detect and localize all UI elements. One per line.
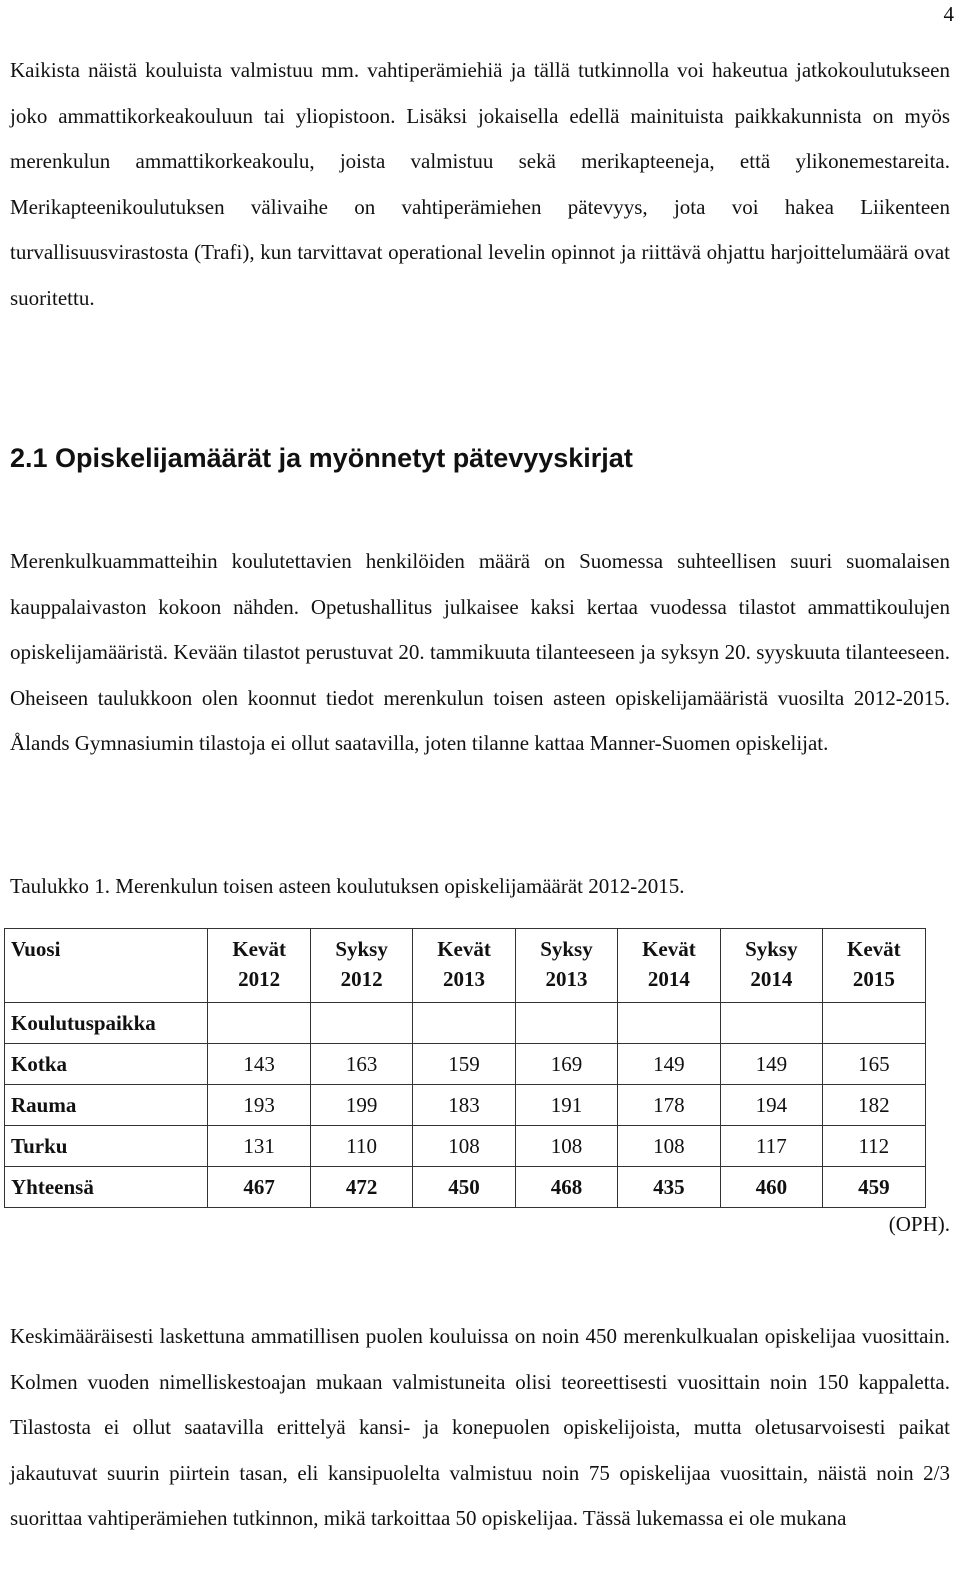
table-cell: 108 (516, 1126, 618, 1167)
table-cell: 199 (311, 1085, 413, 1126)
place-label: Koulutuspaikka (5, 1003, 208, 1044)
column-header: Kevät 2014 (617, 929, 720, 1003)
table-cell: 178 (617, 1085, 720, 1126)
table-cell: 131 (208, 1126, 311, 1167)
table-cell: 149 (721, 1044, 823, 1085)
table-total-row (5, 1167, 926, 1208)
table-cell: 112 (822, 1126, 925, 1167)
column-header: Syksy 2014 (721, 929, 823, 1003)
table-cell: 472 (311, 1167, 413, 1208)
table-cell: 460 (721, 1167, 823, 1208)
table-cell: 459 (822, 1167, 925, 1208)
table-cell: 169 (516, 1044, 618, 1085)
row-label: Turku (5, 1126, 208, 1167)
column-header: Syksy 2012 (311, 929, 413, 1003)
table-cell: 435 (617, 1167, 720, 1208)
table-cell: 468 (516, 1167, 618, 1208)
table-subheader-row (5, 1003, 926, 1044)
table-cell: 110 (311, 1126, 413, 1167)
body-paragraph-1: Kaikista näistä kouluista valmistuu mm. vahtiperämiehiä ja tällä tutkinnolla voi hakeutua jatkokoulutukseen joko ammattikorkeakouluun tai yliopistoon. Lisäksi jokaisella edellä mainituista paikkakunnista on myös merenkulun ammattikorkeakoulu, joista valmistuu sekä merikapteeneja, että ylikonemestareita. Merikapteenikoulutuksen välivaihe on vahtiperämiehen pätevyys, jota voi hakea Liikenteen turvallisuusvirastosta (Trafi), kun tarvittavat operational levelin opinnot ja riittävä ohjattu harjoittelumäärä ovat suoritettu. (10, 58, 950, 310)
table-header-row (5, 929, 926, 1003)
row-label: Kotka (5, 1044, 208, 1085)
body-paragraph-3: Keskimääräisesti laskettuna ammatillisen puolen kouluissa on noin 450 merenkulkualan opiskelijaa vuosittain. Kolmen vuoden nimelliskestoajan mukaan valmistuneita olisi teoreettisesti vuosittain noin 150 kappaletta. Tilastosta ei ollut saatavilla erittelyä kansi- ja konepuolen opiskelijoista, mutta oletusarvoisesti paikat jakautuvat suurin piirtein tasan, eli kansipuolelta valmistuu noin 75 opiskelijaa vuosittain, näistä noin 2/3 suorittaa vahtiperämiehen tutkinnon, mikä tarkoittaa 50 opiskelijaa. Tässä lukemassa ei ole mukana (10, 1324, 950, 1530)
page-number: 4 (943, 2, 954, 26)
section-heading: 2.1 Opiskelijamäärät ja myönnetyt pätevyyskirjat (10, 443, 633, 473)
table-cell: 182 (822, 1085, 925, 1126)
table-row (5, 1085, 926, 1126)
table-cell: 117 (721, 1126, 823, 1167)
row-label: Yhteensä (5, 1167, 208, 1208)
table-cell: 467 (208, 1167, 311, 1208)
table-cell: 159 (412, 1044, 515, 1085)
table-source: (OPH). (888, 1212, 950, 1236)
student-count-table (4, 928, 926, 1208)
table-cell: 108 (617, 1126, 720, 1167)
table-cell: 191 (516, 1085, 618, 1126)
table-row (5, 1044, 926, 1085)
table-cell: 193 (208, 1085, 311, 1126)
table-cell: 149 (617, 1044, 720, 1085)
table-cell: 194 (721, 1085, 823, 1126)
body-paragraph-2: Merenkulkuammatteihin koulutettavien henkilöiden määrä on Suomessa suhteellisen suuri suomalaisen kauppalaivaston kokoon nähden. Opetushallitus julkaisee kaksi kertaa vuodessa tilastot ammattikoulujen opiskelijamääristä. Kevään tilastot perustuvat 20. tammikuuta tilanteeseen ja syksyn 20. syyskuuta tilanteeseen. Oheiseen taulukkoon olen koonnut tiedot merenkulun toisen asteen opiskelijamääristä vuosilta 2012-2015. Ålands Gymnasiumin tilastoja ei ollut saatavilla, joten tilanne kattaa Manner-Suomen opiskelijat. (10, 549, 950, 755)
column-header: Kevät 2013 (412, 929, 515, 1003)
table-cell: 108 (412, 1126, 515, 1167)
column-header: Syksy 2013 (516, 929, 618, 1003)
corner-label: Vuosi (5, 929, 208, 1003)
row-label: Rauma (5, 1085, 208, 1126)
table-cell: 450 (412, 1167, 515, 1208)
table-caption: Taulukko 1. Merenkulun toisen asteen koulutuksen opiskelijamäärät 2012-2015. (10, 874, 685, 898)
table-cell: 165 (822, 1044, 925, 1085)
table-cell: 143 (208, 1044, 311, 1085)
column-header: Kevät 2012 (208, 929, 311, 1003)
table-cell: 163 (311, 1044, 413, 1085)
table-row (5, 1126, 926, 1167)
table-cell: 183 (412, 1085, 515, 1126)
column-header: Kevät 2015 (822, 929, 925, 1003)
